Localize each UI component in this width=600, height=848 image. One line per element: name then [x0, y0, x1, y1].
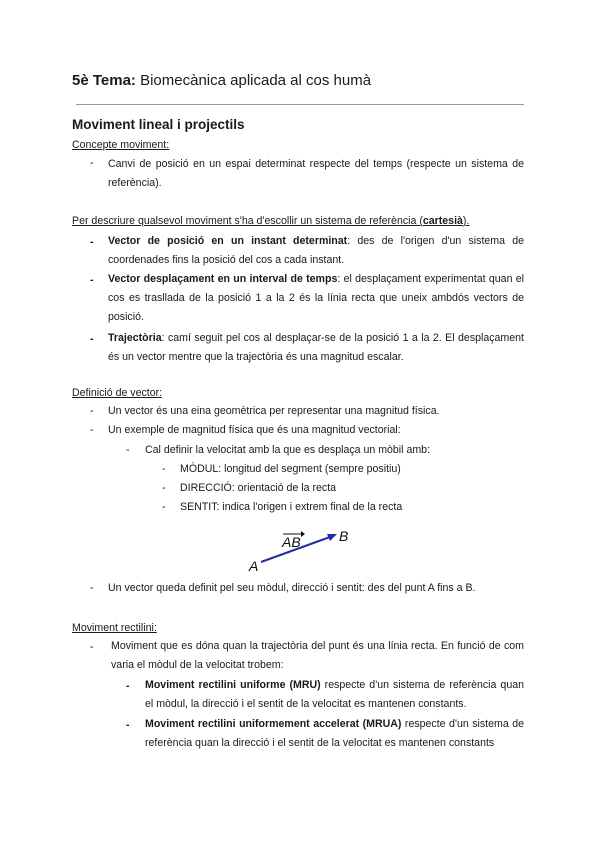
bullet-dash: - — [90, 641, 94, 653]
descriure-item-1: Vector de posició en un instant determinat: des de l'origen d'un sistema de coordenades fins la posició del cos a cada instant. — [108, 235, 524, 266]
bullet-dash: - — [126, 680, 130, 692]
vector-item-2: Un exemple de magnitud física que és una magnitud vectorial: — [108, 424, 401, 436]
section-heading: Moviment lineal i projectils — [72, 117, 245, 132]
vector-overline-arrow-icon — [301, 531, 305, 537]
mrua-item: Moviment rectilini uniformement accelerat (MRUA) respecte d'un sistema de referència quan la direcció i el sentit de la velocitat es mantenen constants — [145, 718, 524, 749]
vector-modul: MÒDUL: longitud del segment (sempre positiu) — [180, 463, 401, 475]
bullet-dash: - — [90, 582, 94, 594]
title-text: Biomecànica aplicada al cos humà — [135, 72, 372, 89]
rectilini-item: Moviment que es dóna quan la trajectòria del punt és una línia recta. En funció de com varia el mòdul de la velocitat trobem: — [111, 640, 524, 671]
bullet-dash: - — [90, 424, 94, 436]
vector-label-a: A — [249, 558, 259, 574]
title-prefix: 5è Tema: — [72, 72, 136, 89]
title-divider — [76, 104, 524, 105]
vector-item-1: Un vector és una eina geomètrica per representar una magnitud física. — [108, 405, 440, 417]
rectilini-label: Moviment rectilini: — [72, 622, 157, 634]
concepte-item: Canvi de posició en un espai determinat respecte del temps (respecte un sistema de referència). — [108, 158, 524, 189]
bullet-dash: - — [90, 274, 94, 286]
vector-sub-1: Cal definir la velocitat amb la que es desplaça un mòbil amb: — [145, 444, 431, 456]
vector-label: Definició de vector: — [72, 387, 163, 399]
bullet-dash: - — [162, 482, 166, 494]
bullet-dash: - — [126, 444, 130, 456]
concepte-label: Concepte moviment: — [72, 139, 170, 151]
bullet-dash: - — [90, 333, 94, 345]
bullet-dash: - — [90, 236, 94, 248]
page-title — [72, 72, 371, 89]
vector-label-b: B — [339, 528, 349, 544]
bullet-dash: - — [90, 405, 94, 417]
descriure-item-3: Trajectòria: camí seguit pel cos al desplaçar-se de la posició 1 a la 2. El desplaçament és un vector mentre que la trajectòria és una magnitud escalar. — [108, 332, 524, 363]
vector-sentit: SENTIT: indica l'origen i extrem final de la recta — [180, 501, 403, 513]
vector-diagram — [244, 526, 354, 576]
vector-direccio: DIRECCIÓ: orientació de la recta — [180, 482, 337, 494]
vector-arrowhead-icon — [327, 534, 337, 541]
bullet-dash: - — [162, 501, 166, 513]
descriure-item-2: Vector desplaçament en un interval de temps: el desplaçament experimentat quan el cos es trasllada de la posició 1 a la 2 és la línia recta que uneix ambdós vectors de posició. — [108, 273, 524, 323]
descriure-label: Per descriure qualsevol moviment s'ha d'escollir un sistema de referència (cartesià). — [72, 215, 470, 227]
bullet-dash: - — [162, 463, 166, 475]
vector-label-ab: AB — [282, 534, 301, 550]
bullet-dash: - — [90, 157, 94, 169]
bullet-dash: - — [126, 719, 130, 731]
vector-item-3: Un vector queda definit pel seu mòdul, direcció i sentit: des del punt A fins a B. — [108, 582, 476, 594]
mru-item: Moviment rectilini uniforme (MRU) respecte d'un sistema de referència quan el mòdul, la direcció i el sentit de la velocitat es mantenen constants. — [145, 679, 524, 710]
